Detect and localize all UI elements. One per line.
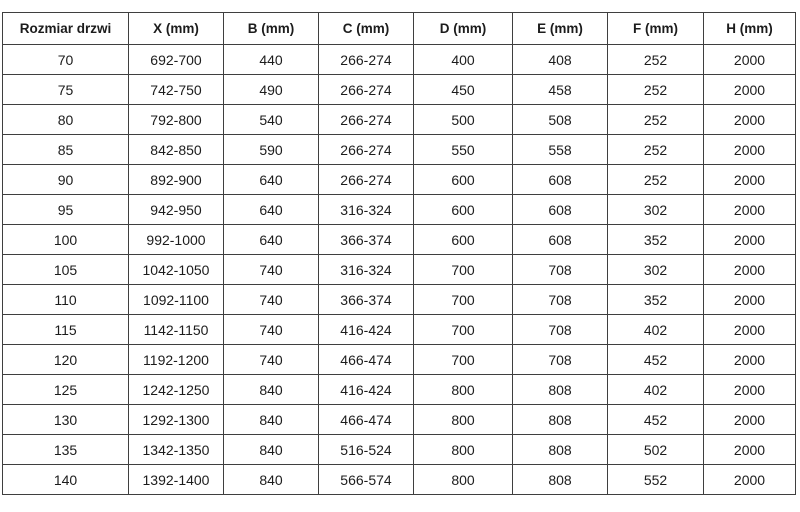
table-cell: 2000 [704, 435, 796, 465]
table-cell: 500 [414, 105, 513, 135]
table-cell: 740 [224, 345, 319, 375]
table-cell: 85 [3, 135, 129, 165]
table-cell: 700 [414, 345, 513, 375]
table-cell: 140 [3, 465, 129, 495]
door-size-table [2, 12, 796, 495]
table-cell: 400 [414, 45, 513, 75]
table-cell: 600 [414, 225, 513, 255]
table-cell: 808 [513, 405, 608, 435]
table-row [3, 375, 796, 405]
column-header: D (mm) [414, 13, 513, 45]
table-cell: 402 [608, 315, 704, 345]
table-cell: 105 [3, 255, 129, 285]
table-cell: 266-274 [319, 45, 414, 75]
table-cell: 740 [224, 315, 319, 345]
table-cell: 2000 [704, 135, 796, 165]
table-row [3, 405, 796, 435]
table-cell: 2000 [704, 105, 796, 135]
column-header: H (mm) [704, 13, 796, 45]
table-cell: 640 [224, 165, 319, 195]
table-cell: 700 [414, 285, 513, 315]
table-cell: 95 [3, 195, 129, 225]
table-cell: 800 [414, 465, 513, 495]
table-row [3, 255, 796, 285]
table-cell: 450 [414, 75, 513, 105]
table-row [3, 105, 796, 135]
table-cell: 552 [608, 465, 704, 495]
table-cell: 840 [224, 435, 319, 465]
table-cell: 2000 [704, 45, 796, 75]
table-cell: 252 [608, 135, 704, 165]
table-cell: 458 [513, 75, 608, 105]
column-header: E (mm) [513, 13, 608, 45]
table-cell: 466-474 [319, 345, 414, 375]
table-cell: 366-374 [319, 285, 414, 315]
table-cell: 440 [224, 45, 319, 75]
table-row [3, 45, 796, 75]
table-cell: 2000 [704, 165, 796, 195]
table-cell: 708 [513, 255, 608, 285]
table-cell: 566-574 [319, 465, 414, 495]
table-cell: 452 [608, 345, 704, 375]
table-cell: 252 [608, 75, 704, 105]
table-cell: 742-750 [129, 75, 224, 105]
table-cell: 100 [3, 225, 129, 255]
table-cell: 266-274 [319, 135, 414, 165]
table-cell: 840 [224, 405, 319, 435]
table-row [3, 465, 796, 495]
table-row [3, 345, 796, 375]
table-cell: 992-1000 [129, 225, 224, 255]
table-row [3, 285, 796, 315]
table-cell: 600 [414, 195, 513, 225]
table-cell: 1342-1350 [129, 435, 224, 465]
table-cell: 608 [513, 225, 608, 255]
table-cell: 302 [608, 255, 704, 285]
table-cell: 266-274 [319, 75, 414, 105]
table-cell: 1042-1050 [129, 255, 224, 285]
table-cell: 115 [3, 315, 129, 345]
table-cell: 1092-1100 [129, 285, 224, 315]
table-cell: 110 [3, 285, 129, 315]
table-cell: 2000 [704, 465, 796, 495]
table-cell: 1142-1150 [129, 315, 224, 345]
table-cell: 608 [513, 195, 608, 225]
table-cell: 2000 [704, 405, 796, 435]
table-cell: 840 [224, 465, 319, 495]
table-cell: 1292-1300 [129, 405, 224, 435]
table-cell: 840 [224, 375, 319, 405]
table-cell: 1192-1200 [129, 345, 224, 375]
table-cell: 352 [608, 225, 704, 255]
table-cell: 490 [224, 75, 319, 105]
table-cell: 135 [3, 435, 129, 465]
table-cell: 600 [414, 165, 513, 195]
table-cell: 800 [414, 405, 513, 435]
table-cell: 120 [3, 345, 129, 375]
table-cell: 402 [608, 375, 704, 405]
table-cell: 408 [513, 45, 608, 75]
header-row [3, 13, 796, 45]
table-body [3, 45, 796, 495]
table-cell: 130 [3, 405, 129, 435]
table-cell: 316-324 [319, 255, 414, 285]
table-cell: 2000 [704, 315, 796, 345]
table-cell: 708 [513, 285, 608, 315]
table-row [3, 135, 796, 165]
table-cell: 266-274 [319, 165, 414, 195]
table-cell: 842-850 [129, 135, 224, 165]
table-cell: 452 [608, 405, 704, 435]
table-cell: 808 [513, 465, 608, 495]
table-cell: 502 [608, 435, 704, 465]
table-cell: 252 [608, 165, 704, 195]
table-cell: 558 [513, 135, 608, 165]
column-header: X (mm) [129, 13, 224, 45]
table-cell: 466-474 [319, 405, 414, 435]
table-cell: 808 [513, 435, 608, 465]
table-cell: 550 [414, 135, 513, 165]
table-cell: 252 [608, 105, 704, 135]
table-cell: 2000 [704, 285, 796, 315]
table-row [3, 225, 796, 255]
table-cell: 942-950 [129, 195, 224, 225]
table-cell: 252 [608, 45, 704, 75]
table-cell: 125 [3, 375, 129, 405]
table-header [3, 13, 796, 45]
table-cell: 416-424 [319, 315, 414, 345]
table-cell: 2000 [704, 75, 796, 105]
table-row [3, 435, 796, 465]
table-cell: 892-900 [129, 165, 224, 195]
table-cell: 800 [414, 435, 513, 465]
table-cell: 540 [224, 105, 319, 135]
table-cell: 708 [513, 315, 608, 345]
table-cell: 70 [3, 45, 129, 75]
table-cell: 2000 [704, 255, 796, 285]
table-cell: 808 [513, 375, 608, 405]
column-header: C (mm) [319, 13, 414, 45]
table-row [3, 315, 796, 345]
table-cell: 590 [224, 135, 319, 165]
column-header: Rozmiar drzwi [3, 13, 129, 45]
table-cell: 640 [224, 225, 319, 255]
table-cell: 508 [513, 105, 608, 135]
table-cell: 80 [3, 105, 129, 135]
table-cell: 266-274 [319, 105, 414, 135]
table-cell: 2000 [704, 375, 796, 405]
column-header: F (mm) [608, 13, 704, 45]
table-cell: 700 [414, 315, 513, 345]
table-cell: 90 [3, 165, 129, 195]
table-cell: 2000 [704, 225, 796, 255]
table-cell: 516-524 [319, 435, 414, 465]
table-cell: 792-800 [129, 105, 224, 135]
table-cell: 800 [414, 375, 513, 405]
table-cell: 708 [513, 345, 608, 375]
table-cell: 700 [414, 255, 513, 285]
table-cell: 740 [224, 255, 319, 285]
table-cell: 75 [3, 75, 129, 105]
table-cell: 2000 [704, 195, 796, 225]
table-row [3, 195, 796, 225]
table-cell: 692-700 [129, 45, 224, 75]
table-cell: 316-324 [319, 195, 414, 225]
table-row [3, 165, 796, 195]
table-cell: 302 [608, 195, 704, 225]
table-cell: 1392-1400 [129, 465, 224, 495]
table-row [3, 75, 796, 105]
table-cell: 740 [224, 285, 319, 315]
table-cell: 352 [608, 285, 704, 315]
table-cell: 640 [224, 195, 319, 225]
table-cell: 2000 [704, 345, 796, 375]
column-header: B (mm) [224, 13, 319, 45]
table-cell: 416-424 [319, 375, 414, 405]
table-cell: 366-374 [319, 225, 414, 255]
table-cell: 1242-1250 [129, 375, 224, 405]
table-cell: 608 [513, 165, 608, 195]
